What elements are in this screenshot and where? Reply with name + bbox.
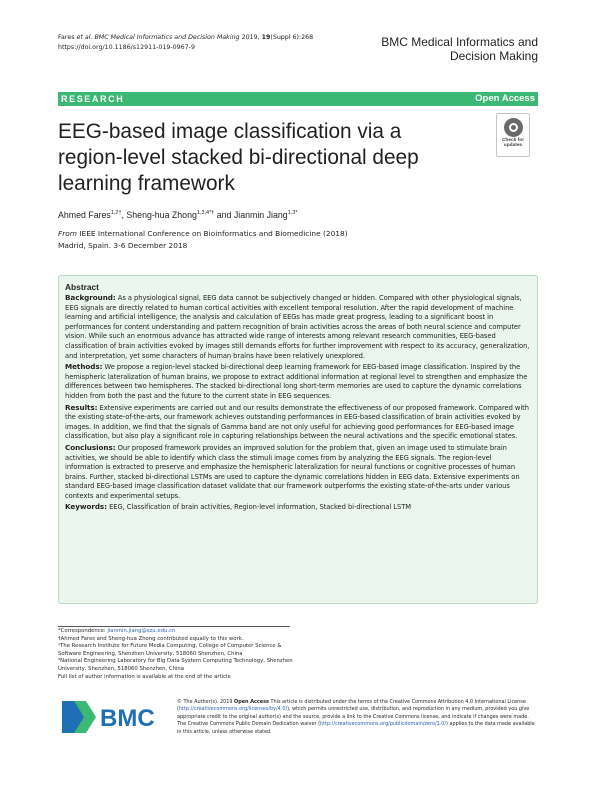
conclusions-text: Our proposed framework provides an improved solution for the problem that, given an image used to stimulate brain activities, we should be able to identify which class the stimuli image comes from by analyzing the EEG signals. The region-level information is extracted to preserve and emphasize the hemispheric lateralization for neural functions or cognitive processes of human brains. Further, stacked bi-directional LSTMs are used to capture the dynamic correlations hidden in EEG data. Extensive experiments on standard EEG-based image classification dataset validate that our framework outperforms the existing state-of-the-arts under various contexts and experimental setups. [65,443,520,500]
author-affiliation: 1,2† [110,210,122,216]
author-list [58,207,297,221]
abstract-methods [65,362,531,401]
abstract-results [65,403,531,442]
author-separator: , [121,210,127,220]
results-label: Results: [65,402,98,412]
license-text-3: ) applies to the data made available in this article, unless otherwise stated. [177,721,535,735]
cc-zero-license-link[interactable]: http://creativecommons.org/publicdomain/zero/1.0/ [319,721,447,728]
citation-line-1 [58,33,313,43]
correspondence-label: *Correspondence: [58,628,108,634]
background-label: Background: [65,293,116,302]
bmc-logo-mark [62,701,96,733]
conference-line-1 [58,228,398,240]
citation-authors: Fares [58,34,75,41]
doi-link[interactable]: https://doi.org/10.1186/s12911-019-0967-9 [58,44,195,51]
check-for-updates-line1: Check for [501,138,525,143]
citation-issue: (Suppl 6):268 [270,34,314,41]
check-for-updates-line2: updates [503,143,523,149]
author-name[interactable]: Jianmin Jiang [233,210,288,220]
author-name[interactable]: Ahmed Fares [58,210,111,220]
license-text-2: ), which permits unrestricted use, distribution, and reproduction in any medium, provided you give appropriate credit to the original author(s) and the source, provide a link to the Creative Commons license, and indicate if changes were made. The Creative Commons Public Domain Dedication waiver ( [177,706,530,728]
background-text: As a physiological signal, EEG data cannot be subjectively changed or hidden. Compared with other physiological signals, EEG signals are directly related to human cortical activities with excellent temporal resolution. After the rapid development of machine learning and artificial intelligence, the analysis and calculation of EEGs has made great progress, leading to a significant boost in performances for content understanding and pattern recognition of brain activities across the areas of both neural science and computer vision. While such an enormous advance has attracted wide range of interests among relevant research communities, EEG-based classification of brain activities evoked by images still demands efforts for further improvement with respect to its accuracy, generalization, and interpretation, yet some characters of human brains have been relatively unexplored. [65,294,530,360]
author-affiliation: 1,3,4*† [196,210,215,216]
keywords-label: Keywords: [65,502,107,512]
correspondence [58,628,298,636]
conclusions-label: Conclusions: [65,442,116,452]
author-name[interactable]: Sheng-hua Zhong [126,210,197,220]
footnotes [58,628,298,681]
abstract-keywords [65,502,531,513]
abstract-heading: Abstract [65,282,99,292]
bmc-logo-text: BMC [100,705,155,732]
footnote-divider [58,626,290,627]
citation-journal: BMC Medical Informatics and Decision Making [92,34,240,41]
article-title: EEG-based image classification via a region-level stacked bi-directional deep learning framework [58,120,419,195]
citation-etal: et al. [74,34,93,41]
abstract-box [58,275,538,604]
license-open-access: Open Access [234,699,269,705]
full-author-info-note: Full list of author information is available at the end of the article [58,673,231,680]
citation-year: 2019, [239,34,262,41]
author-affiliation: 1,3* [287,210,298,216]
affiliation-3: ³National Engineering Laboratory for Big Data System Computing Technology, Shenzhen University, Shenzhen, 518060 Shenzhen, China [58,658,293,672]
license-statement [177,699,539,736]
conference-info [58,228,398,251]
check-for-updates-icon [504,118,523,137]
keywords-text: EEG, Classification of brain activities, Region-level information, Stacked bi-directional LSTM [106,503,412,512]
affiliation-1: ¹The Research Institute for Future Media Computing, College of Computer Science & Software Engineering, Shenzhen University, 518060 Shenzhen, China [58,643,282,657]
conference-name: IEEE International Conference on Bioinformatics and Biomedicine (2018) [77,229,348,238]
license-text-1: This article is distributed under the terms of the Creative Commons Attribution 4.0 International License ( [177,699,526,713]
conference-from: From [58,229,78,238]
license-copyright: © The Author(s). 2019 [177,699,235,705]
citation-header [58,33,313,53]
equal-contribution-note: †Ahmed Fares and Sheng-hua Zhong contributed equally to this work. [58,635,244,642]
journal-name: BMC Medical Informatics and Decision Making [381,35,538,63]
abstract-conclusions [65,443,531,502]
check-for-updates-badge[interactable] [496,113,530,157]
article-type-band [58,92,538,106]
citation-volume: 19 [261,34,271,41]
article-type-label: RESEARCH [61,94,125,104]
results-text: Extensive experiments are carried out and our results demonstrate the effectiveness of our proposed framework. Compared with the existing state-of-the-arts, our framework achieves outstanding performances in EEG-based classification of brain activities evoked by images. In addition, we find that the signals of Gamma band are not only useful for achieving good performances for EEG-based image classification, but also play a significant role in capturing relationships between the neural activations and the specific emotional states. [65,403,529,441]
cc-by-license-link[interactable]: http://creativecommons.org/licenses/by/4.0/ [178,706,288,713]
methods-text: We propose a region-level stacked bi-directional deep learning framework for EEG-based image classification. Inspired by the hemispheric lateralization of human brains, we propose to extract additional information at regional level to strengthen and emphasize the differences between two hemispheres. The stacked bi-directional long short-term memories are used to capture the dynamic correlations hidden from both the past and the future to the current state in EEG sequences. [65,363,528,400]
correspondence-email-link[interactable]: jianmin.jiang@szu.edu.cn [107,628,176,634]
author-separator: and [214,210,234,220]
conference-line-2: Madrid, Spain. 3-6 December 2018 [58,240,188,250]
methods-label: Methods: [65,362,103,372]
bmc-logo [60,697,170,737]
open-access-label: Open Access [475,93,535,104]
abstract-background [65,293,531,361]
